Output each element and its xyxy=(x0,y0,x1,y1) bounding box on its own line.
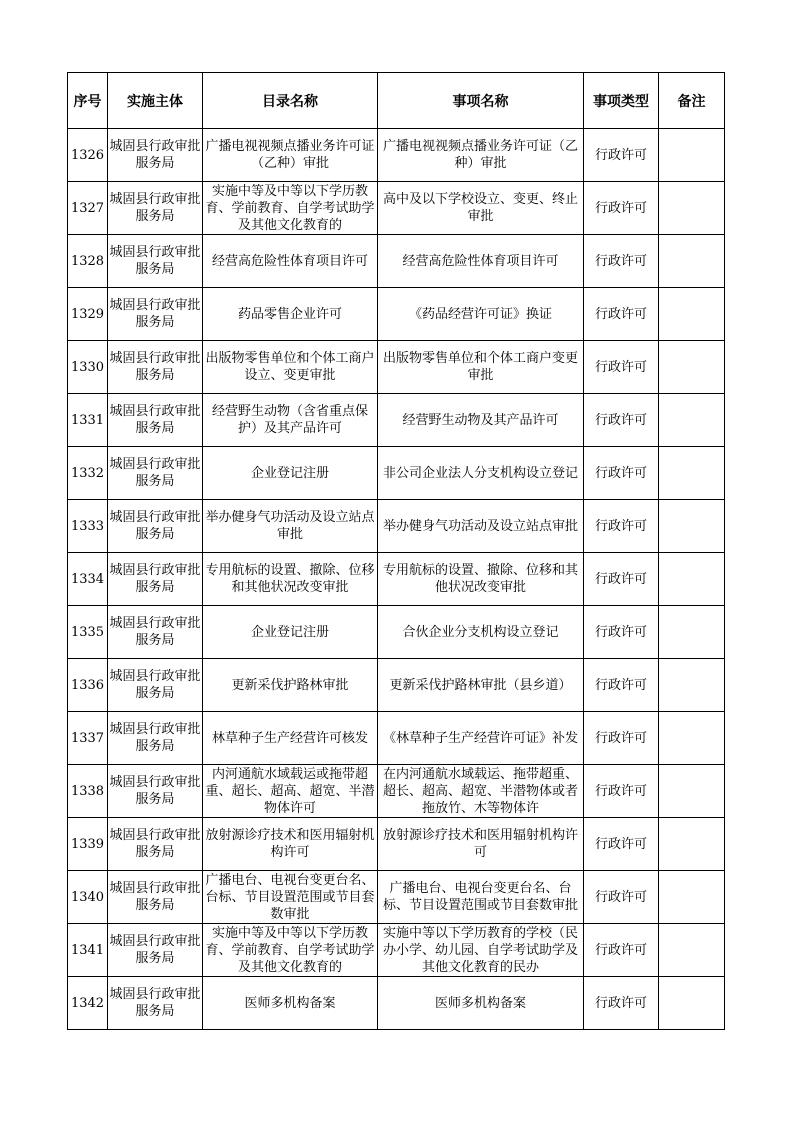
cell-item-text: 经营高危险性体育项目许可 xyxy=(402,253,559,269)
cell-seq: 1326 xyxy=(68,129,108,182)
cell-seq: 1338 xyxy=(68,765,108,818)
cell-catalog xyxy=(203,129,378,182)
cell-catalog-text: 医师多机构备案 xyxy=(244,995,336,1011)
cell-entity xyxy=(108,394,203,447)
cell-seq: 1331 xyxy=(68,394,108,447)
cell-item xyxy=(378,182,584,235)
cell-entity-text: 城固县行政审批服务局 xyxy=(109,669,201,701)
cell-item xyxy=(378,235,584,288)
cell-catalog xyxy=(203,341,378,394)
cell-note xyxy=(659,818,725,871)
cell-seq: 1327 xyxy=(68,182,108,235)
table-row xyxy=(68,924,725,977)
cell-note xyxy=(659,288,725,341)
cell-item xyxy=(378,712,584,765)
cell-note xyxy=(659,182,725,235)
cell-entity xyxy=(108,447,203,500)
cell-item-text: 举办健身气功活动及设立站点审批 xyxy=(382,518,578,534)
cell-item-text: 实施中等以下学历教育的学校（民办小学、幼儿园、自学考试助学及其他文化教育的民办 xyxy=(382,925,578,975)
cell-type: 行政许可 xyxy=(584,659,659,712)
cell-seq: 1340 xyxy=(68,871,108,924)
cell-item-text: 非公司企业法人分支机构设立登记 xyxy=(382,465,578,481)
cell-entity-text: 城固县行政审批服务局 xyxy=(109,934,201,966)
cell-catalog xyxy=(203,288,378,341)
table-row xyxy=(68,818,725,871)
cell-catalog-text: 企业登记注册 xyxy=(250,465,329,481)
cell-catalog xyxy=(203,553,378,606)
cell-catalog-text: 药品零售企业许可 xyxy=(237,306,342,322)
cell-type: 行政许可 xyxy=(584,235,659,288)
cell-item-text: 广播电台、电视台变更台名、台标、节目设置范围或节目套数审批 xyxy=(382,881,578,913)
items-table xyxy=(67,72,725,1030)
cell-item xyxy=(378,447,584,500)
cell-type: 行政许可 xyxy=(584,553,659,606)
cell-entity-text: 城固县行政审批服务局 xyxy=(109,828,201,860)
table-row xyxy=(68,447,725,500)
cell-item xyxy=(378,871,584,924)
cell-item-text: 医师多机构备案 xyxy=(434,995,526,1011)
cell-item-text: 《林草种子生产经营许可证》补发 xyxy=(382,730,578,746)
cell-note xyxy=(659,500,725,553)
cell-item xyxy=(378,500,584,553)
cell-entity xyxy=(108,341,203,394)
header-row xyxy=(68,73,725,129)
cell-seq: 1329 xyxy=(68,288,108,341)
header-note: 备注 xyxy=(659,73,725,129)
cell-catalog xyxy=(203,712,378,765)
header-catalog: 目录名称 xyxy=(203,73,378,129)
cell-entity xyxy=(108,659,203,712)
cell-entity-text: 城固县行政审批服务局 xyxy=(109,192,201,224)
cell-type: 行政许可 xyxy=(584,288,659,341)
cell-entity xyxy=(108,182,203,235)
cell-type: 行政许可 xyxy=(584,394,659,447)
cell-seq: 1339 xyxy=(68,818,108,871)
table-body xyxy=(68,129,725,1030)
cell-entity-text: 城固县行政审批服务局 xyxy=(109,510,201,542)
cell-entity-text: 城固县行政审批服务局 xyxy=(109,298,201,330)
table-row xyxy=(68,606,725,659)
cell-entity-text: 城固县行政审批服务局 xyxy=(109,987,201,1019)
cell-seq: 1335 xyxy=(68,606,108,659)
cell-seq: 1332 xyxy=(68,447,108,500)
table-row xyxy=(68,394,725,447)
cell-catalog xyxy=(203,606,378,659)
cell-catalog-text: 专用航标的设置、撤除、位移和其他状况改变审批 xyxy=(205,563,375,595)
cell-note xyxy=(659,871,725,924)
cell-item xyxy=(378,765,584,818)
cell-catalog xyxy=(203,182,378,235)
cell-seq: 1337 xyxy=(68,712,108,765)
table-row xyxy=(68,182,725,235)
cell-item xyxy=(378,924,584,977)
cell-type: 行政许可 xyxy=(584,341,659,394)
cell-catalog xyxy=(203,447,378,500)
cell-catalog-text: 实施中等及中等以下学历教育、学前教育、自学考试助学及其他文化教育的 xyxy=(205,183,375,233)
cell-entity xyxy=(108,500,203,553)
table-row xyxy=(68,341,725,394)
cell-catalog-text: 放射源诊疗技术和医用辐射机构许可 xyxy=(205,828,375,860)
cell-item xyxy=(378,288,584,341)
cell-catalog xyxy=(203,818,378,871)
cell-item-text: 广播电视视频点播业务许可证（乙种）审批 xyxy=(382,139,578,171)
cell-type: 行政许可 xyxy=(584,818,659,871)
cell-item xyxy=(378,129,584,182)
cell-catalog xyxy=(203,394,378,447)
cell-catalog-text: 广播电视视频点播业务许可证（乙种）审批 xyxy=(205,139,375,171)
cell-type: 行政许可 xyxy=(584,924,659,977)
cell-entity-text: 城固县行政审批服务局 xyxy=(109,881,201,913)
cell-catalog-text: 广播电台、电视台变更台名、台标、节目设置范围或节目套数审批 xyxy=(205,872,375,922)
cell-catalog-text: 出版物零售单位和个体工商户设立、变更审批 xyxy=(205,351,375,383)
cell-entity-text: 城固县行政审批服务局 xyxy=(109,245,201,277)
cell-note xyxy=(659,765,725,818)
cell-note xyxy=(659,924,725,977)
cell-catalog-text: 企业登记注册 xyxy=(250,624,329,640)
cell-type: 行政许可 xyxy=(584,447,659,500)
table-row xyxy=(68,129,725,182)
cell-catalog-text: 经营野生动物（含省重点保护）及其产品许可 xyxy=(211,404,368,436)
cell-entity xyxy=(108,977,203,1030)
cell-item-text: 《药品经营许可证》换证 xyxy=(408,306,552,322)
cell-entity xyxy=(108,606,203,659)
cell-catalog xyxy=(203,924,378,977)
cell-entity xyxy=(108,288,203,341)
cell-note xyxy=(659,394,725,447)
cell-item-text: 高中及以下学校设立、变更、终止审批 xyxy=(382,192,578,224)
cell-note xyxy=(659,712,725,765)
cell-note xyxy=(659,235,725,288)
header-type: 事项类型 xyxy=(584,73,659,129)
cell-item xyxy=(378,553,584,606)
cell-entity-text: 城固县行政审批服务局 xyxy=(109,616,201,648)
table-row xyxy=(68,765,725,818)
header-seq: 序号 xyxy=(68,73,108,129)
cell-seq: 1336 xyxy=(68,659,108,712)
cell-note xyxy=(659,606,725,659)
cell-item xyxy=(378,659,584,712)
cell-entity xyxy=(108,712,203,765)
cell-entity-text: 城固县行政审批服务局 xyxy=(109,563,201,595)
cell-item xyxy=(378,818,584,871)
cell-note xyxy=(659,129,725,182)
cell-item-text: 合伙企业分支机构设立登记 xyxy=(402,624,559,640)
cell-entity xyxy=(108,129,203,182)
cell-catalog-text: 林草种子生产经营许可核发 xyxy=(211,730,368,746)
table-row xyxy=(68,659,725,712)
cell-note xyxy=(659,553,725,606)
cell-type: 行政许可 xyxy=(584,871,659,924)
cell-type: 行政许可 xyxy=(584,765,659,818)
cell-catalog xyxy=(203,765,378,818)
cell-seq: 1330 xyxy=(68,341,108,394)
cell-seq: 1341 xyxy=(68,924,108,977)
cell-entity-text: 城固县行政审批服务局 xyxy=(109,722,201,754)
cell-type: 行政许可 xyxy=(584,129,659,182)
cell-seq: 1342 xyxy=(68,977,108,1030)
cell-type: 行政许可 xyxy=(584,182,659,235)
cell-item xyxy=(378,341,584,394)
table-row xyxy=(68,871,725,924)
cell-item-text: 专用航标的设置、撤除、位移和其他状况改变审批 xyxy=(382,563,578,595)
cell-item-text: 经营野生动物及其产品许可 xyxy=(402,412,559,428)
cell-catalog xyxy=(203,235,378,288)
cell-entity xyxy=(108,924,203,977)
cell-catalog xyxy=(203,500,378,553)
cell-note xyxy=(659,447,725,500)
cell-catalog-text: 更新采伐护路林审批 xyxy=(231,677,349,693)
table-row xyxy=(68,977,725,1030)
cell-entity-text: 城固县行政审批服务局 xyxy=(109,775,201,807)
cell-entity-text: 城固县行政审批服务局 xyxy=(109,351,201,383)
table-row xyxy=(68,288,725,341)
cell-catalog xyxy=(203,659,378,712)
cell-type: 行政许可 xyxy=(584,500,659,553)
cell-entity xyxy=(108,818,203,871)
cell-note xyxy=(659,341,725,394)
cell-type: 行政许可 xyxy=(584,712,659,765)
cell-item xyxy=(378,606,584,659)
header-entity: 实施主体 xyxy=(108,73,203,129)
cell-catalog-text: 内河通航水域载运或拖带超重、超长、超高、超宽、半潜物体许可 xyxy=(205,766,375,816)
cell-entity-text: 城固县行政审批服务局 xyxy=(109,404,201,436)
cell-item xyxy=(378,977,584,1030)
cell-entity-text: 城固县行政审批服务局 xyxy=(109,139,201,171)
cell-entity xyxy=(108,765,203,818)
table-row xyxy=(68,553,725,606)
cell-seq: 1333 xyxy=(68,500,108,553)
table-row xyxy=(68,235,725,288)
cell-item-text: 出版物零售单位和个体工商户变更审批 xyxy=(382,351,578,383)
cell-type: 行政许可 xyxy=(584,977,659,1030)
cell-catalog xyxy=(203,871,378,924)
cell-catalog-text: 经营高危险性体育项目许可 xyxy=(211,253,368,269)
cell-entity-text: 城固县行政审批服务局 xyxy=(109,457,201,489)
cell-type: 行政许可 xyxy=(584,606,659,659)
cell-item-text: 放射源诊疗技术和医用辐射机构许可 xyxy=(382,828,578,860)
cell-item-text: 更新采伐护路林审批（县乡道） xyxy=(389,677,572,693)
cell-item-text: 在内河通航水域载运、拖带超重、超长、超高、超宽、半潜物体或者拖放竹、木等物体许 xyxy=(382,766,578,816)
cell-entity xyxy=(108,553,203,606)
cell-item xyxy=(378,394,584,447)
cell-seq: 1328 xyxy=(68,235,108,288)
cell-entity xyxy=(108,871,203,924)
cell-note xyxy=(659,977,725,1030)
table-row xyxy=(68,500,725,553)
table-row xyxy=(68,712,725,765)
cell-note xyxy=(659,659,725,712)
cell-entity xyxy=(108,235,203,288)
cell-catalog-text: 实施中等及中等以下学历教育、学前教育、自学考试助学及其他文化教育的 xyxy=(205,925,375,975)
cell-catalog-text: 举办健身气功活动及设立站点审批 xyxy=(205,510,375,542)
header-item: 事项名称 xyxy=(378,73,584,129)
cell-seq: 1334 xyxy=(68,553,108,606)
cell-catalog xyxy=(203,977,378,1030)
